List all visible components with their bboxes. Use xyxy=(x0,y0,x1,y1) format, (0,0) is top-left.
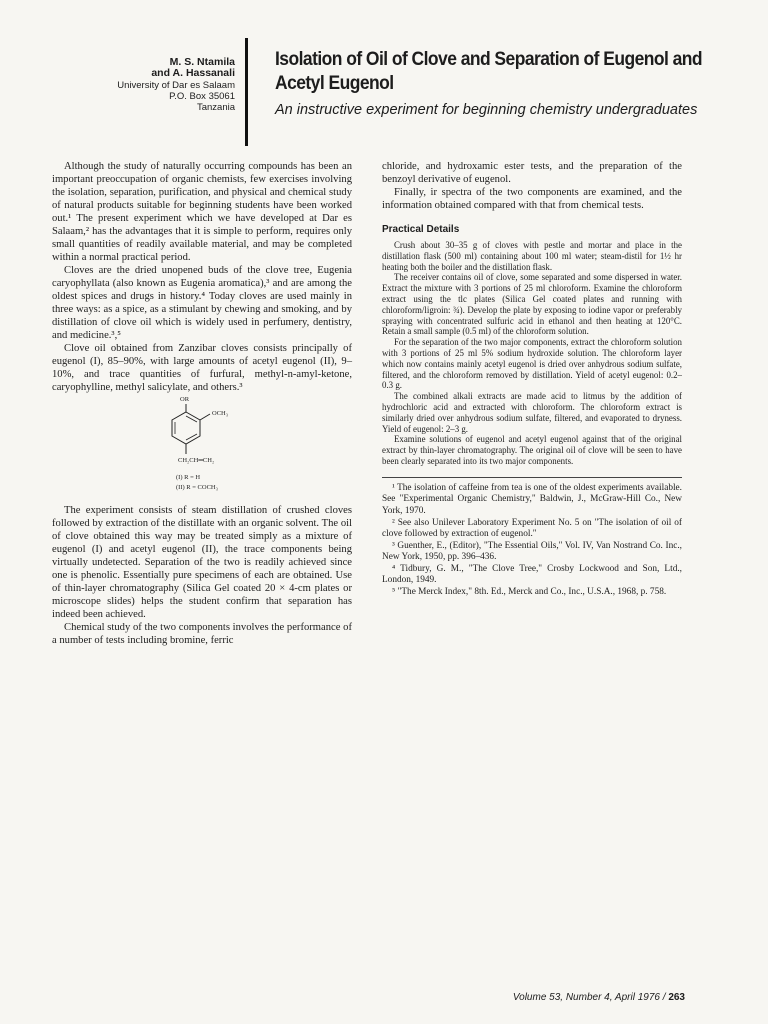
practical-details xyxy=(382,240,682,467)
journal-issue: Volume 53, Number 4, April 1976 xyxy=(512,992,660,1003)
paragraph: Examine solutions of eugenol and acetyl eugenol against that of the original extract by thin-layer chromatography. The original oil of clove will be seen to have been clearly separated into its two major components. xyxy=(382,434,682,466)
structure-or-label: OR xyxy=(180,396,190,403)
paragraph: Although the study of naturally occurring compounds has been an important preoccupation of organic chemists, few exercises involving the isolation, separation, purification, and physical and chemical study of natural products suitable for beginning students have been worked out.¹ The present experiment which we have developed at Dar es Salaam,² has the advantages that it is simple to perform, requires only small quantities of readily available material, and may be completed within a normal practical period. xyxy=(52,161,352,263)
page-footer xyxy=(460,992,685,1003)
paragraph: Cloves are the dried unopened buds of the clove tree, Eugenia caryophyllata (also known as Eugenia aromatica),³ and are among the oldest spices and drugs in history.⁴ Today cloves are used mainly in three ways: as a spice, as a stimulant by chewing and smoking, and by distillation of clove oil which is widely used in perfumery, dentistry, and medicine.³,⁵ xyxy=(52,265,352,341)
footnote: ⁴ Tidbury, G. M., "The Clove Tree," Crosby Lockwood and Son, Ltd., London, 1949. xyxy=(382,563,682,586)
paragraph: The receiver contains oil of clove, some separated and some dispersed in water. Extract the mixture with 3 portions of 25 ml chloroform. Examine the chloroform extract using the tlc plates (Silica Gel coated plates and running with chloroform/ligroin: ¾). Develop the plate by exposing to iodine vapor or preferably spraying with concentrated sulfuric acid in ethanol and then heating at 120°C. Retain a small sample (0.5 ml) of the chloroform solution. xyxy=(382,272,682,337)
author-name-2: and A. Hassanali xyxy=(151,67,235,80)
structure-label-1: (I) R = H xyxy=(176,474,201,481)
paragraph: Chemical study of the two components involves the performance of a number of tests including bromine, ferric xyxy=(52,622,352,646)
title-divider xyxy=(245,38,248,146)
footnote: ⁵ "The Merck Index," 8th. Ed., Merck and Co., Inc., U.S.A., 1968, p. 758. xyxy=(392,587,667,598)
author-country: Tanzania xyxy=(196,102,235,114)
structure-och3-label: OCH₃ xyxy=(212,410,228,417)
footer-separator: / xyxy=(659,992,669,1003)
paragraph: Finally, ir spectra of the two components are examined, and the information obtained compared with that from chemical tests. xyxy=(382,187,682,211)
author-block xyxy=(60,57,235,113)
page-number: 263 xyxy=(668,992,685,1003)
right-column xyxy=(382,160,682,599)
paragraph: For the separation of the two major components, extract the chloroform solution with 3 portions of 25 ml 5% sodium hydroxide solution. The chloroform layer which now contains mainly acetyl eugenol is dried over anhydrous sodium sulfate, filtered, and the chloroform removed by distillation. Yield of acetyl eugenol: 0.2–0.3 g. xyxy=(382,337,682,391)
footnote-divider xyxy=(382,477,682,478)
paragraph: Clove oil obtained from Zanzibar cloves consists principally of eugenol (I), 85–90%, with large amounts of acetyl eugenol (II), 9–10%, and trace quantities of furfural, methyl-n-amyl-ketone, caryophylline, methyl salicylate, and others.³ xyxy=(52,343,352,393)
author-affiliation: University of Dar es Salaam xyxy=(117,79,235,91)
structure-side-chain-label: CH₂CH═CH₂ xyxy=(178,457,215,464)
article-subtitle: An instructive experiment for beginning chemistry undergraduates xyxy=(275,102,698,118)
footnote: ¹ The isolation of caffeine from tea is one of the oldest experiments available. See "Experimental Organic Chemistry," Baldwin, J., McGraw-Hill Co., New York, 1970. xyxy=(382,482,682,516)
section-heading: Practical Details xyxy=(382,224,460,235)
article-title: Isolation of Oil of Clove and Separation of Eugenol and Acetyl Eugenol xyxy=(275,49,703,94)
author-address: P.O. Box 35061 xyxy=(169,90,235,102)
structure-label-2: (II) R = COCH₃ xyxy=(176,484,218,491)
paragraph: The experiment consists of steam distillation of crushed cloves followed by extraction of the distillate with an organic solvent. The oil of clove obtained this way may be treated simply as a mixture of eugenol (I) and acetyl eugenol (II), the trace components being virtually undetected. Separation of the two is readily achieved since one is phenolic. Essentially pure specimens of each are obtained. Use of thin-layer chromatography (Silica Gel coated 20 × 4-cm plates or microscope slides) helps the student confirm that separation has indeed been achieved. xyxy=(52,505,352,620)
paragraph: The combined alkali extracts are made acid to litmus by the addition of hydrochloric acid and extracted with chloroform. The chloroform extract is similarly dried over anhydrous sodium sulfate, filtered, and evaporated to dryness. Yield of eugenol: 2–3 g. xyxy=(382,391,682,434)
eugenol-structure xyxy=(52,396,352,500)
paragraph: chloride, and hydroxamic ester tests, and the preparation of the benzoyl derivative of eugenol. xyxy=(382,161,682,185)
footnote: ³ Guenther, E., (Editor), "The Essential Oils," Vol. IV, Van Nostrand Co. Inc., New York, 1950, pp. 396–436. xyxy=(382,540,682,563)
footnotes xyxy=(382,483,682,599)
footnote: ² See also Unilever Laboratory Experiment No. 5 on "The isolation of oil of clove followed by extraction of eugenol." xyxy=(382,517,682,540)
paragraph: Crush about 30–35 g of cloves with pestle and mortar and place in the distillation flask (500 ml) containing about 100 ml water; steam-distil for 1½ hr heating both the boiler and the distillation flask. xyxy=(382,240,682,272)
left-column xyxy=(52,160,352,647)
author-name-1: M. S. Ntamila xyxy=(169,56,235,68)
